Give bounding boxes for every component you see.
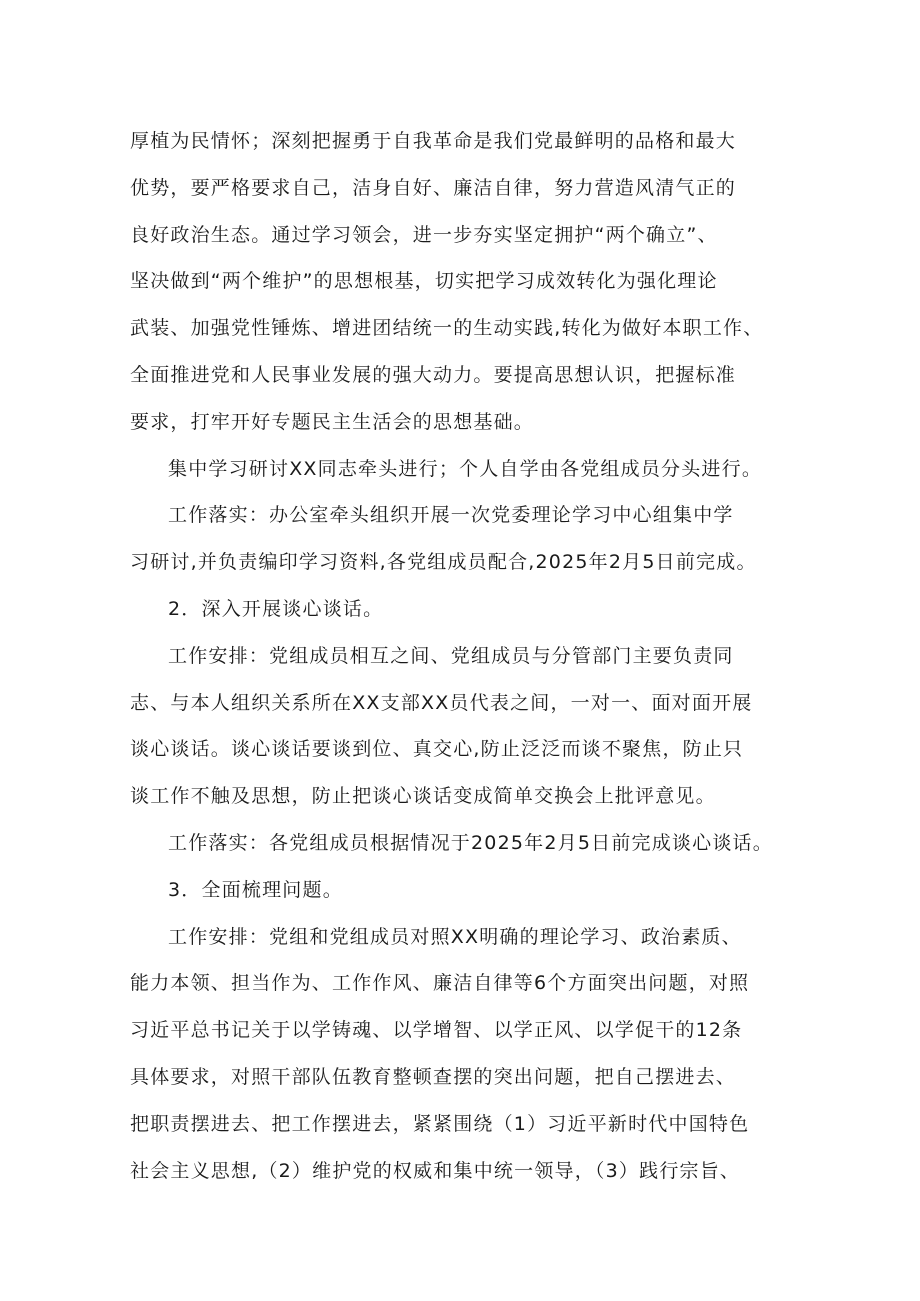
text-line: 社会主义思想,（2）维护党的权威和集中统一领导，（3）践行宗旨、	[130, 1159, 741, 1182]
text-line: 工作落实：各党组成员根据情况于2025年2月5日前完成谈心谈话。	[168, 831, 773, 854]
text-line: 要求，打牢开好专题民主生活会的思想基础。	[130, 410, 535, 433]
text-line: 谈心谈话。谈心谈话要谈到位、真交心,防止泛泛而谈不聚焦，防止只	[130, 738, 744, 761]
text-line: 工作落实：办公室牵头组织开展一次党委理论学习中心组集中学	[168, 504, 734, 527]
text-line: 武装、加强党性锤炼、增进团结统一的生动实践,转化为做好本职工作、	[130, 317, 764, 340]
text-line: 能力本领、担当作为、工作作风、廉洁自律等6个方面突出问题，对照	[130, 972, 750, 995]
text-line: 工作安排：党组和党组成员对照XX明确的理论学习、政治素质、	[168, 925, 742, 948]
text-line: 具体要求，对照干部队伍教育整顿查摆的突出问题，把自己摆进去、	[130, 1065, 737, 1088]
text-line: 厚植为民情怀；深刻把握勇于自我革命是我们党最鲜明的品格和最大	[130, 130, 737, 152]
text-line: 习近平总书记关于以学铸魂、以学增智、以学正风、以学促干的12条	[130, 1019, 743, 1042]
text-line: 2．深入开展谈心谈话。	[168, 597, 384, 620]
text-line: 坚决做到“两个维护”的思想根基，切实把学习成效转化为强化理论	[130, 270, 718, 293]
text-line: 优势，要严格要求自己，洁身自好、廉洁自律，努力营造风清气正的	[130, 176, 737, 199]
text-line: 把职责摆进去、把工作摆进去，紧紧围绕（1）习近平新时代中国特色	[130, 1112, 750, 1135]
text-line: 工作安排：党组成员相互之间、党组成员与分管部门主要负责同	[168, 644, 734, 667]
text-line: 集中学习研讨XX同志牵头进行；个人自学由各党组成员分头进行。	[168, 457, 763, 480]
text-line: 习研讨,并负责编印学习资料,各党组成员配合,2025年2月5日前完成。	[130, 551, 757, 574]
text-line: 志、与本人组织关系所在XX支部XX员代表之间，一对一、面对面开展	[130, 691, 753, 714]
document-body	[130, 118, 790, 1194]
text-line: 全面推进党和人民事业发展的强大动力。要提高思想认识，把握标准	[130, 363, 737, 386]
text-line: 3．全面梳理问题。	[168, 878, 343, 901]
text-line: 谈工作不触及思想，防止把谈心谈话变成简单交换会上批评意见。	[130, 785, 716, 808]
text-line: 良好政治生态。通过学习领会，进一步夯实坚定拥护“两个确立”、	[130, 223, 718, 246]
